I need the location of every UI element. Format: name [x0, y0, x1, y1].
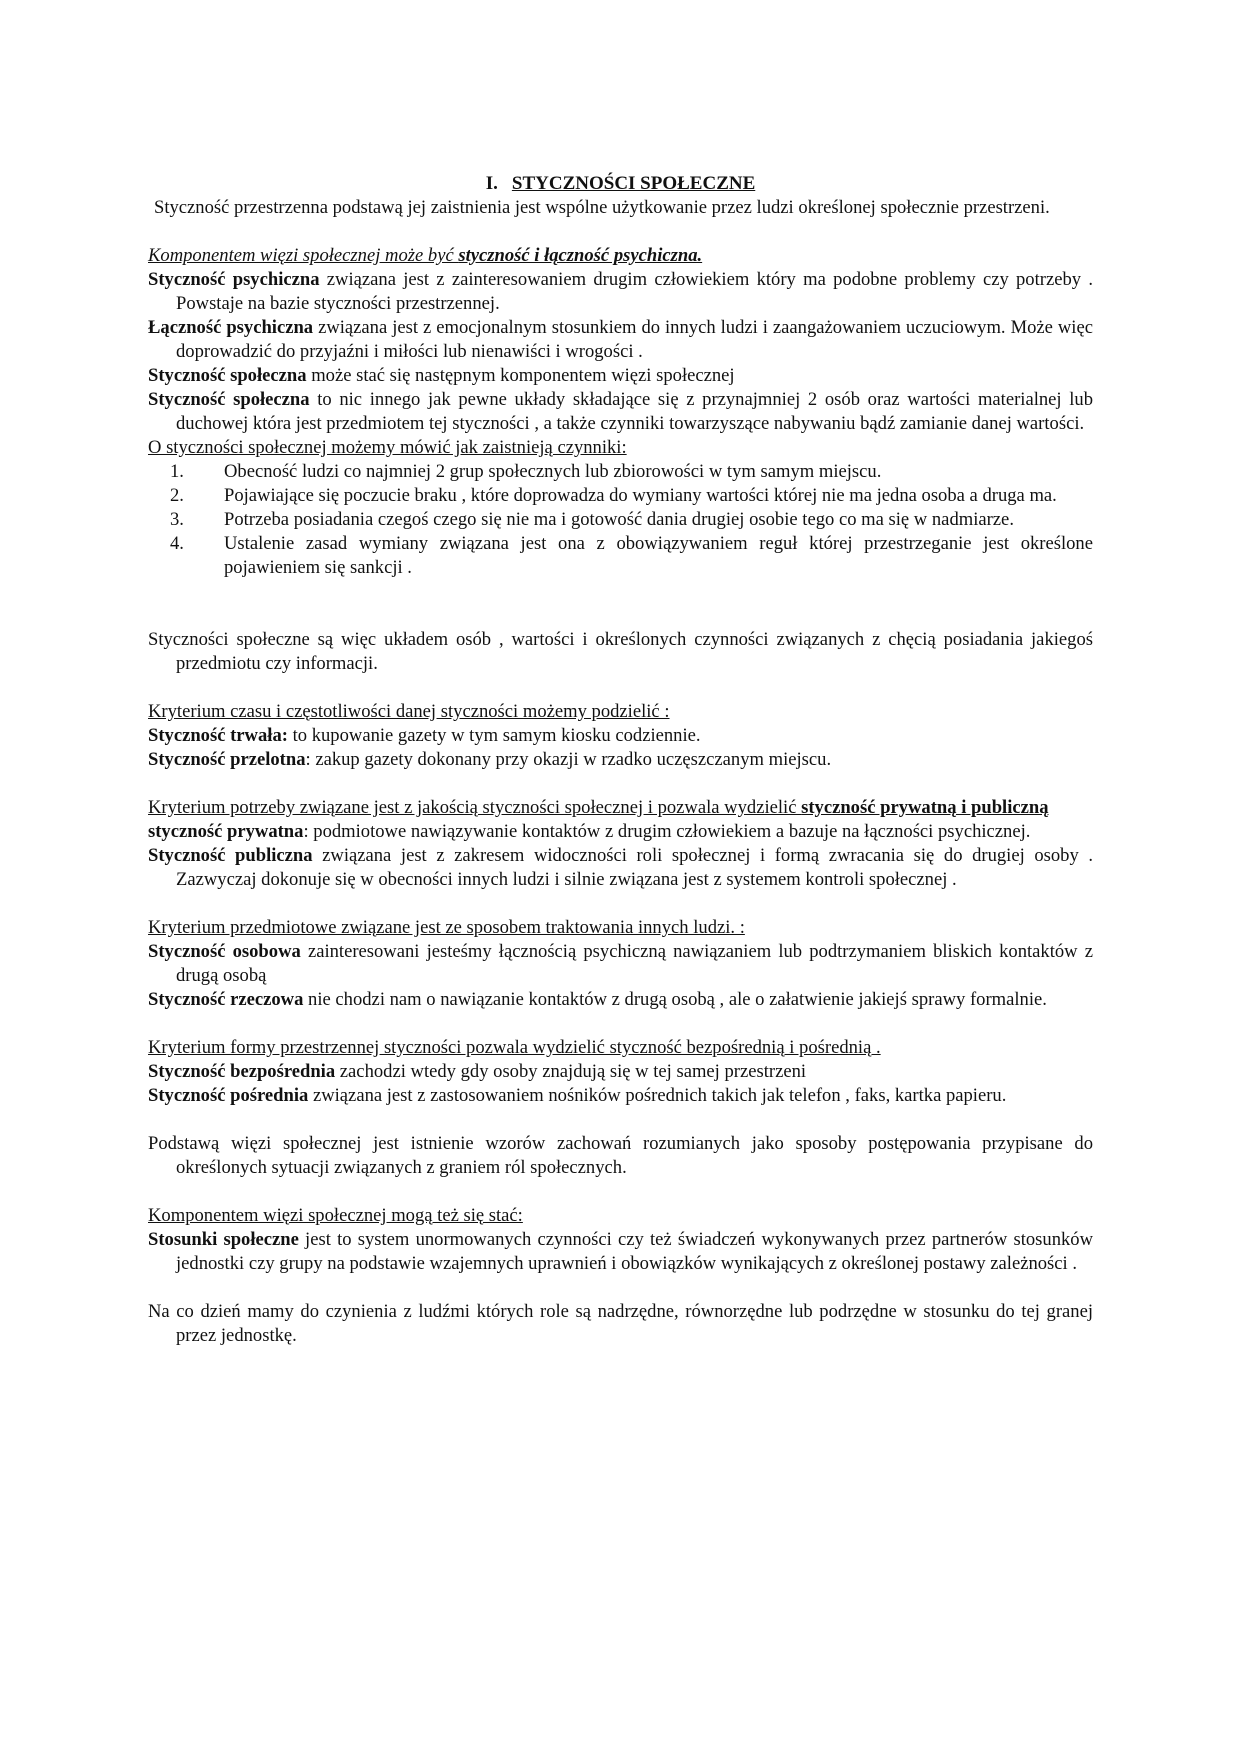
definition-term: Stosunki społeczne — [148, 1229, 299, 1250]
definition-text: nie chodzi nam o nawiązanie kontaktów z drugą osobą , ale o załatwienie jakiejś sprawy formalnie. — [303, 989, 1047, 1010]
definition-paragraph — [148, 820, 1093, 844]
definition-text: to kupowanie gazety w tym samym kiosku codziennie. — [287, 725, 701, 746]
basis-paragraph: Podstawą więzi społecznej jest istnienie wzorów zachowań rozumianych jako sposoby postępowania przypisane do określonych sytuacji związanych z graniem ról społecznych. — [148, 1133, 1093, 1178]
definition-text: związana jest z zakresem widoczności roli społecznej i formą zwracania się do drugiej osoby . Zazwyczaj dokonuje się w obecności innych ludzi i silnie związana jest z systemem kontroli społecznej . — [176, 845, 1094, 890]
list-number: 3. — [170, 509, 184, 530]
definition-paragraph — [148, 1060, 1093, 1084]
section-number: I. — [485, 173, 498, 194]
definition-paragraph — [148, 724, 1093, 748]
definition-paragraph — [148, 388, 1093, 436]
definition-term: Styczność osobowa — [148, 941, 301, 962]
list-number: 4. — [170, 533, 184, 554]
list-item — [148, 484, 1093, 508]
crit-form-heading-text: Kryterium formy przestrzennej styczności pozwala wydzielić styczność bezpośrednią i pośrednią . — [148, 1037, 881, 1058]
definition-text: zainteresowani jesteśmy łącznością psychiczną nawiązaniem lub podtrzymaniem bliskich kontaktów z drugą osobą — [176, 941, 1093, 986]
conditions-list — [148, 460, 1093, 580]
list-text: Obecność ludzi co najmniej 2 grup społecznych lub zbiorowości w tym samym miejscu. — [224, 461, 882, 482]
definition-term: Styczność rzeczowa — [148, 989, 304, 1010]
definition-term: Styczność bezpośrednia — [148, 1061, 336, 1082]
definition-paragraph — [148, 1084, 1093, 1108]
list-text: Potrzeba posiadania czegoś czego się nie ma i gotowość dania drugiej osobie tego co ma się w nadmiarze. — [224, 509, 1014, 530]
list-text: Ustalenie zasad wymiany związana jest ona z obowiązywaniem reguł której przestrzeganie jest określone pojawieniem się sankcji . — [224, 533, 1093, 578]
definition-term: Styczność psychiczna — [148, 269, 320, 290]
definition-term: Styczność społeczna — [148, 389, 310, 410]
conditions-heading — [148, 436, 1093, 460]
comp2-heading-text: Komponentem więzi społecznej mogą też się stać: — [148, 1205, 523, 1226]
definition-paragraph — [148, 1228, 1093, 1276]
document-body — [148, 172, 1093, 1348]
crit-need-heading-bold: styczność prywatną i publiczną — [801, 797, 1049, 818]
definition-text: : zakup gazety dokonany przy okazji w rzadko uczęszczanym miejscu. — [305, 749, 832, 770]
comp2-heading — [148, 1204, 1093, 1228]
comp1-heading-bold: styczność i łączność psychiczna. — [458, 245, 703, 266]
definition-paragraph — [148, 940, 1093, 988]
list-number: 2. — [170, 485, 184, 506]
comp1-heading — [148, 244, 1093, 268]
list-item — [148, 508, 1093, 532]
list-item — [148, 532, 1093, 580]
crit-form-heading — [148, 1036, 1093, 1060]
definition-term: Styczność trwała: — [148, 725, 288, 746]
closing-paragraph: Na co dzień mamy do czynienia z ludźmi których role są nadrzędne, równorzędne lub podrzędne w stosunku do tej granej przez jednostkę. — [148, 1301, 1093, 1346]
conditions-heading-text: O styczności społecznej możemy mówić jak zaistnieją czynniki: — [148, 437, 627, 458]
summary-paragraph: Styczności społeczne są więc układem osób , wartości i określonych czynności związanych z chęcią posiadania jakiegoś przedmiotu czy informacji. — [148, 629, 1093, 674]
definition-paragraph — [148, 844, 1093, 892]
definition-term: styczność prywatna — [148, 821, 304, 842]
definition-text: związana jest z zastosowaniem nośników pośrednich takich jak telefon , faks, kartka papieru. — [308, 1085, 1007, 1106]
definition-text: jest to system unormowanych czynności czy też świadczeń wykonywanych przez partnerów stosunków jednostki czy grupy na podstawie wzajemnych uprawnień i obowiązków wynikających z określonej postawy zależności . — [176, 1229, 1094, 1274]
definition-text: zachodzi wtedy gdy osoby znajdują się w tej samej przestrzeni — [335, 1061, 807, 1082]
crit-need-heading-text: Kryterium potrzeby związane jest z jakością styczności społecznej i pozwala wydzielić — [148, 797, 802, 818]
definition-term: Łączność psychiczna — [148, 317, 314, 338]
definition-text: związana jest z emocjonalnym stosunkiem do innych ludzi i zaangażowaniem uczuciowym. Może więc doprowadzić do przyjaźni i miłości lub nienawiści i wrogości . — [176, 317, 1093, 362]
section-title — [148, 172, 1093, 196]
definition-text: : podmiotowe nawiązywanie kontaktów z drugim człowiekiem a bazuje na łączności psychicznej. — [303, 821, 1031, 842]
crit-time-heading — [148, 700, 1093, 724]
definition-paragraph — [148, 748, 1093, 772]
definition-text: związana jest z zainteresowaniem drugim człowiekiem który ma podobne problemy czy potrzeby . Powstaje na bazie styczności przestrzennej. — [176, 269, 1093, 314]
definition-text: to nic innego jak pewne układy składające się z przynajmniej 2 osób oraz wartości materialnej lub duchowej która jest przedmiotem tej styczności , a także czynniki towarzyszące nabywaniu bądź zamianie danej wartości. — [176, 389, 1094, 434]
list-text: Pojawiające się poczucie braku , które doprowadza do wymiany wartości której nie ma jedna osoba a druga ma. — [224, 485, 1057, 506]
list-item — [148, 460, 1093, 484]
definition-paragraph — [148, 364, 1093, 388]
section-title-text: STYCZNOŚCI SPOŁECZNE — [511, 173, 756, 194]
definition-paragraph — [148, 988, 1093, 1012]
crit-subject-heading-text: Kryterium przedmiotowe związane jest ze sposobem traktowania innych ludzi. : — [148, 917, 745, 938]
definition-term: Styczność przelotna — [148, 749, 306, 770]
crit-time-heading-text: Kryterium czasu i częstotliwości danej styczności możemy podzielić : — [148, 701, 670, 722]
definition-paragraph — [148, 316, 1093, 364]
intro-paragraph: Styczność przestrzenna podstawą jej zaistnienia jest wspólne użytkowanie przez ludzi określonej społecznie przestrzeni. — [154, 197, 1050, 218]
definition-term: Styczność publiczna — [148, 845, 313, 866]
definition-term: Styczność społeczna — [148, 365, 307, 386]
crit-subject-heading — [148, 916, 1093, 940]
comp1-heading-text: Komponentem więzi społecznej może być — [148, 245, 459, 266]
list-number: 1. — [170, 461, 184, 482]
definition-term: Styczność pośrednia — [148, 1085, 309, 1106]
crit-need-heading — [148, 796, 1093, 820]
definition-text: może stać się następnym komponentem więzi społecznej — [306, 365, 735, 386]
definition-paragraph — [148, 268, 1093, 316]
